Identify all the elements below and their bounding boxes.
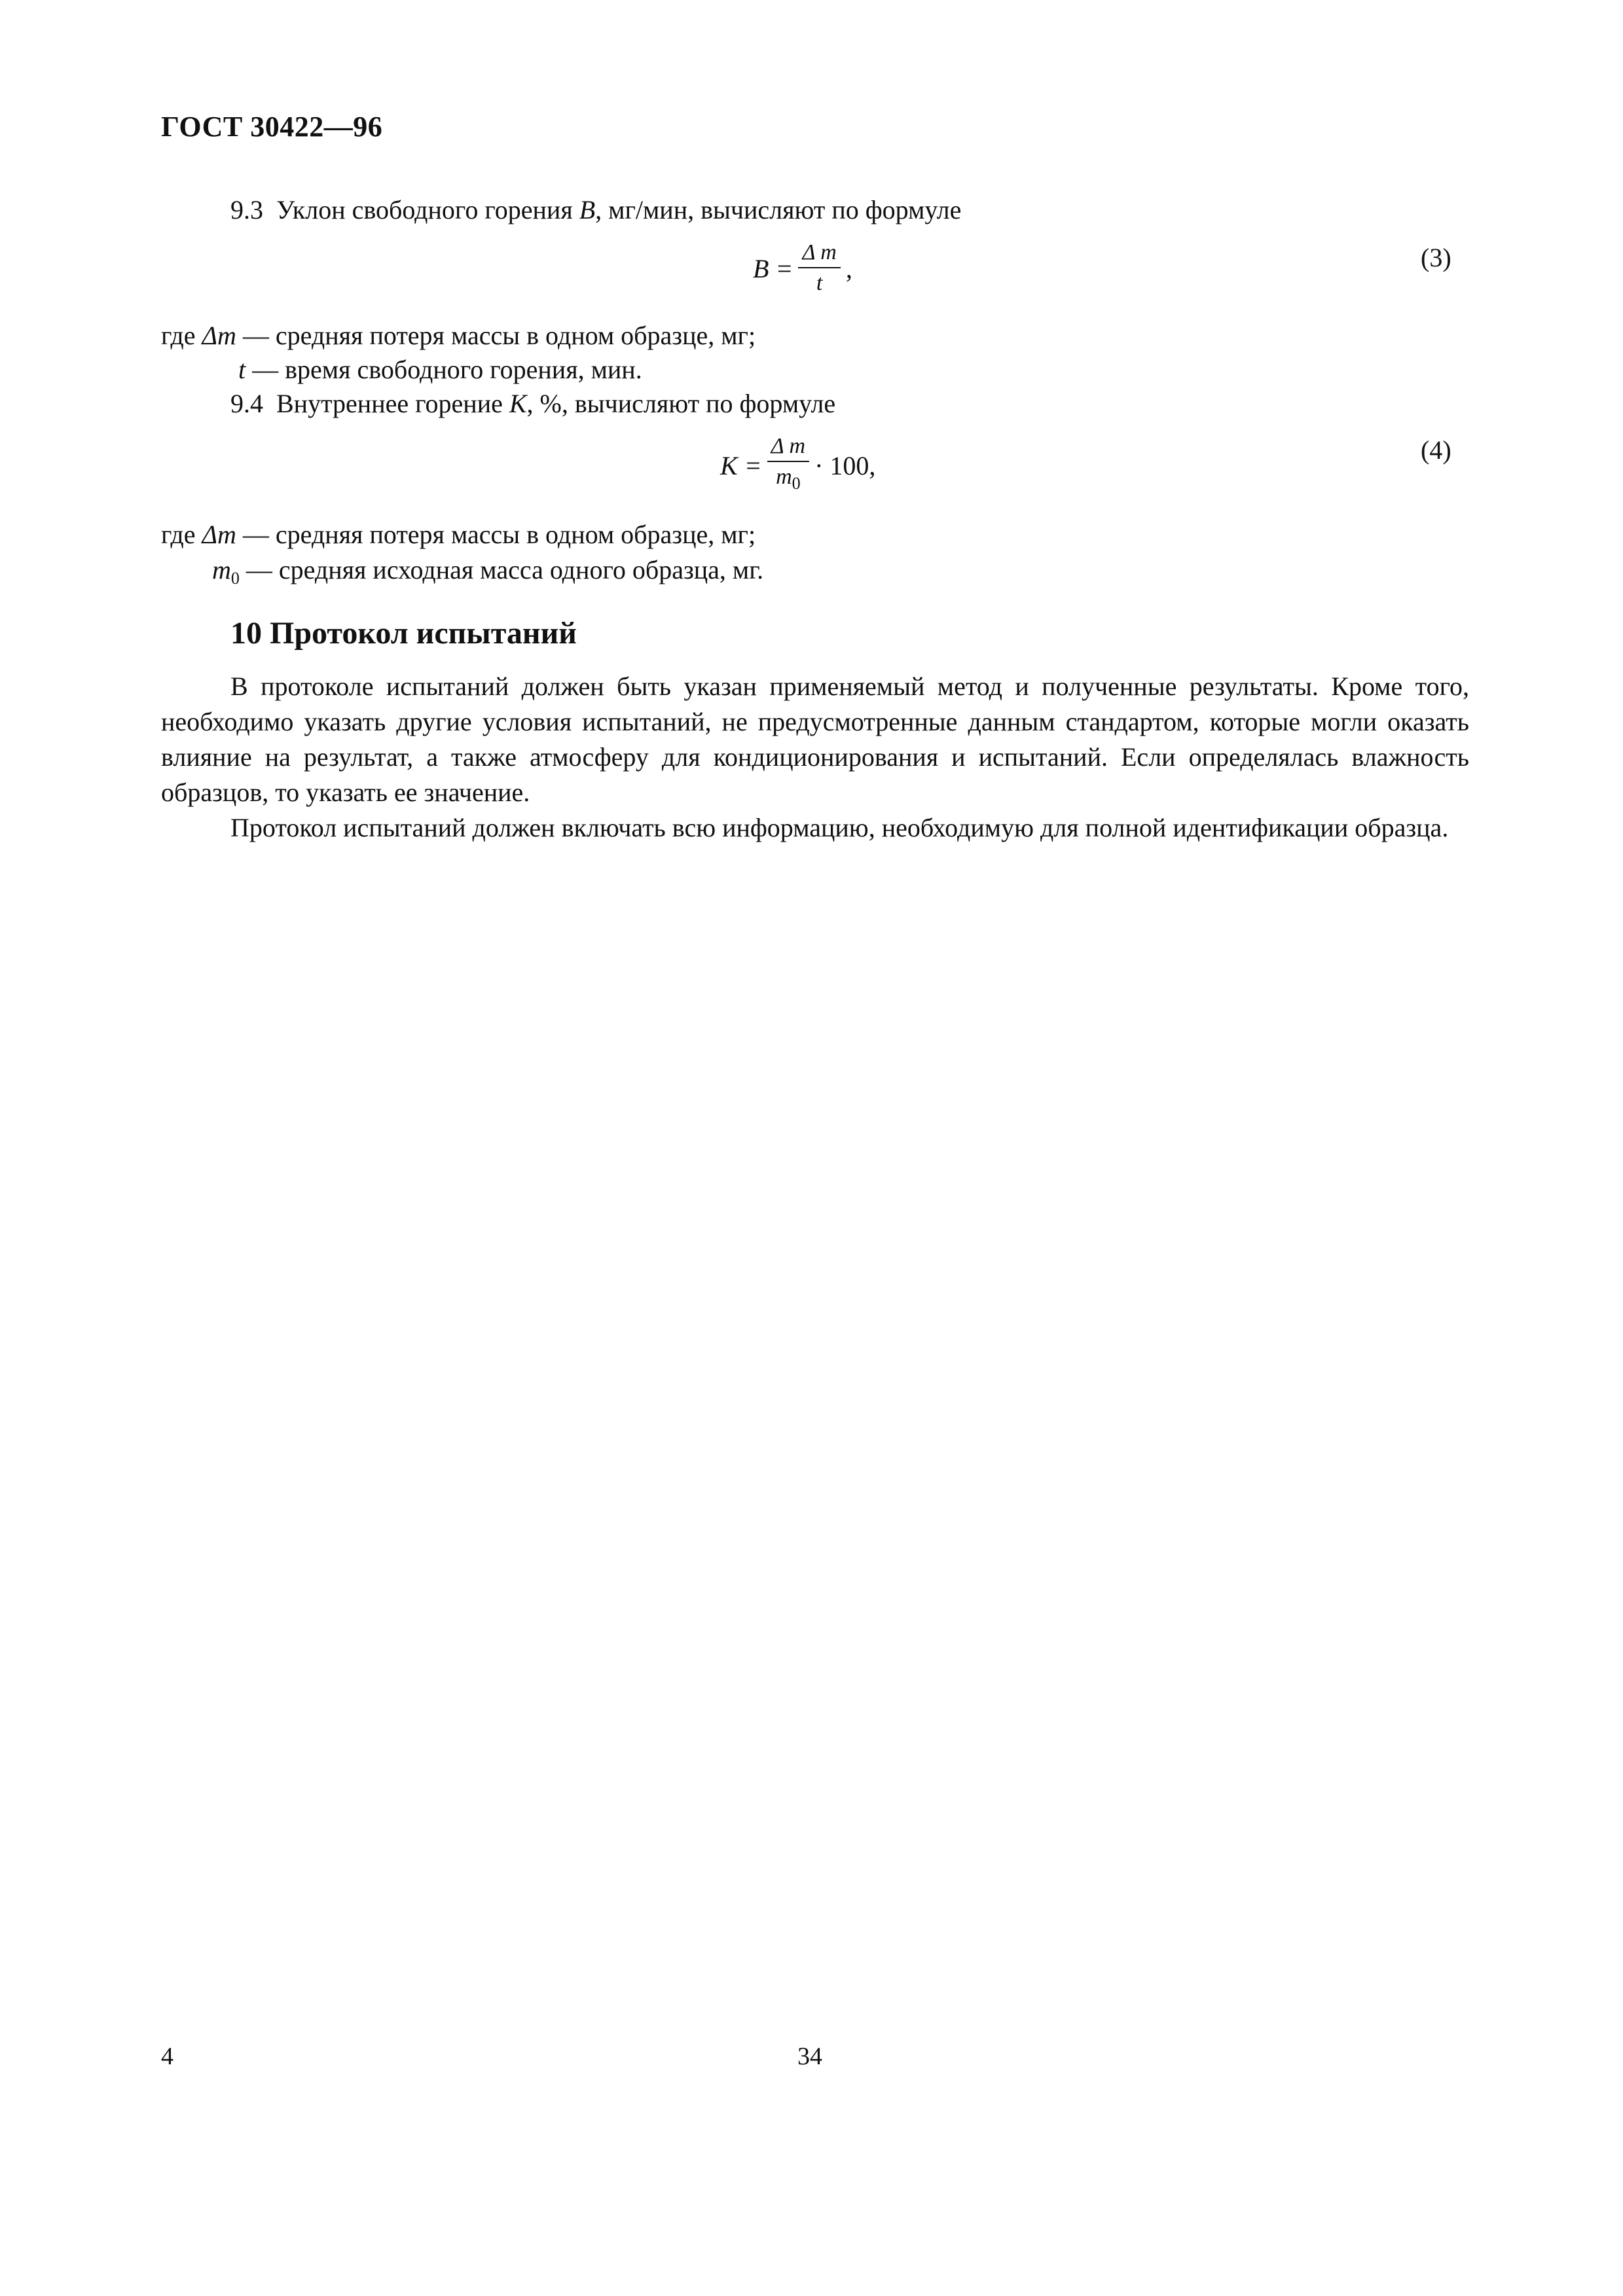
where-line xyxy=(212,552,763,596)
where-symbol: t xyxy=(238,355,246,384)
page-number-left: 4 xyxy=(161,2043,173,2070)
clause-symbol: K xyxy=(509,389,527,418)
where-text: — время свободного горения, мин. xyxy=(246,355,642,384)
formula-lhs: K = xyxy=(720,450,762,480)
clause-symbol: B xyxy=(579,195,596,224)
equation-number-4: (4) xyxy=(1421,435,1451,465)
clause-text: , мг/мин, вычисляют по формуле xyxy=(595,195,962,224)
clause-9-3-intro xyxy=(230,192,961,228)
formula-numerator: Δ m xyxy=(767,433,809,462)
section-paragraph: Протокол испытаний должен включать всю информацию, необходимую для полной идентификации образца. xyxy=(230,813,1449,842)
section-title: 10 Протокол испытаний xyxy=(230,616,577,651)
equation-number-3: (3) xyxy=(1421,243,1451,272)
document-code: ГОСТ 30422—96 xyxy=(161,111,383,143)
where-line xyxy=(161,517,756,552)
where-subscript: 0 xyxy=(230,569,240,588)
formula-fraction xyxy=(798,240,840,297)
where-prefix: где xyxy=(161,520,202,549)
where-text: — средняя потеря массы в одном образце, мг; xyxy=(236,321,756,350)
where-line xyxy=(238,352,642,387)
where-text: — средняя потеря массы в одном образце, мг; xyxy=(236,520,756,549)
formula-tail: , xyxy=(845,253,852,283)
where-symbol: Δm xyxy=(202,520,236,549)
clause-9-4-intro xyxy=(230,386,835,422)
formula-denominator: $m_0$ xyxy=(776,465,801,493)
where-prefix: где xyxy=(161,321,202,350)
formula-lhs: B = xyxy=(753,253,793,283)
clause-number: 9.4 xyxy=(230,389,263,418)
where-text: — средняя исходная масса одного образца, мг. xyxy=(239,555,764,584)
clause-text: Уклон свободного горения xyxy=(276,195,579,224)
clause-number: 9.3 xyxy=(230,195,263,224)
formula-denominator: t xyxy=(816,271,823,295)
where-symbol: m xyxy=(212,555,231,584)
formula-tail: · 100, xyxy=(814,450,876,480)
formula-4 xyxy=(720,433,875,497)
formula-numerator: Δ m xyxy=(798,240,840,268)
where-line xyxy=(161,318,756,353)
where-symbol: Δm xyxy=(202,321,236,350)
page-number-center: 34 xyxy=(797,2043,822,2070)
formula-fraction xyxy=(767,433,809,497)
section-paragraph: В протоколе испытаний должен быть указан применяемый метод и полученные результаты. Кроме того, необходимо указать другие условия испытаний, не предусмотренные данным стандартом, которые могли оказать влияние на результат, а также атмосферу для кондиционирования и испытаний. Если определялась влажность образцов, то указать ее значение. xyxy=(161,672,1469,807)
clause-text: , %, вычисляют по формуле xyxy=(526,389,836,418)
formula-3 xyxy=(753,240,852,297)
clause-text: Внутреннее горение xyxy=(276,389,509,418)
